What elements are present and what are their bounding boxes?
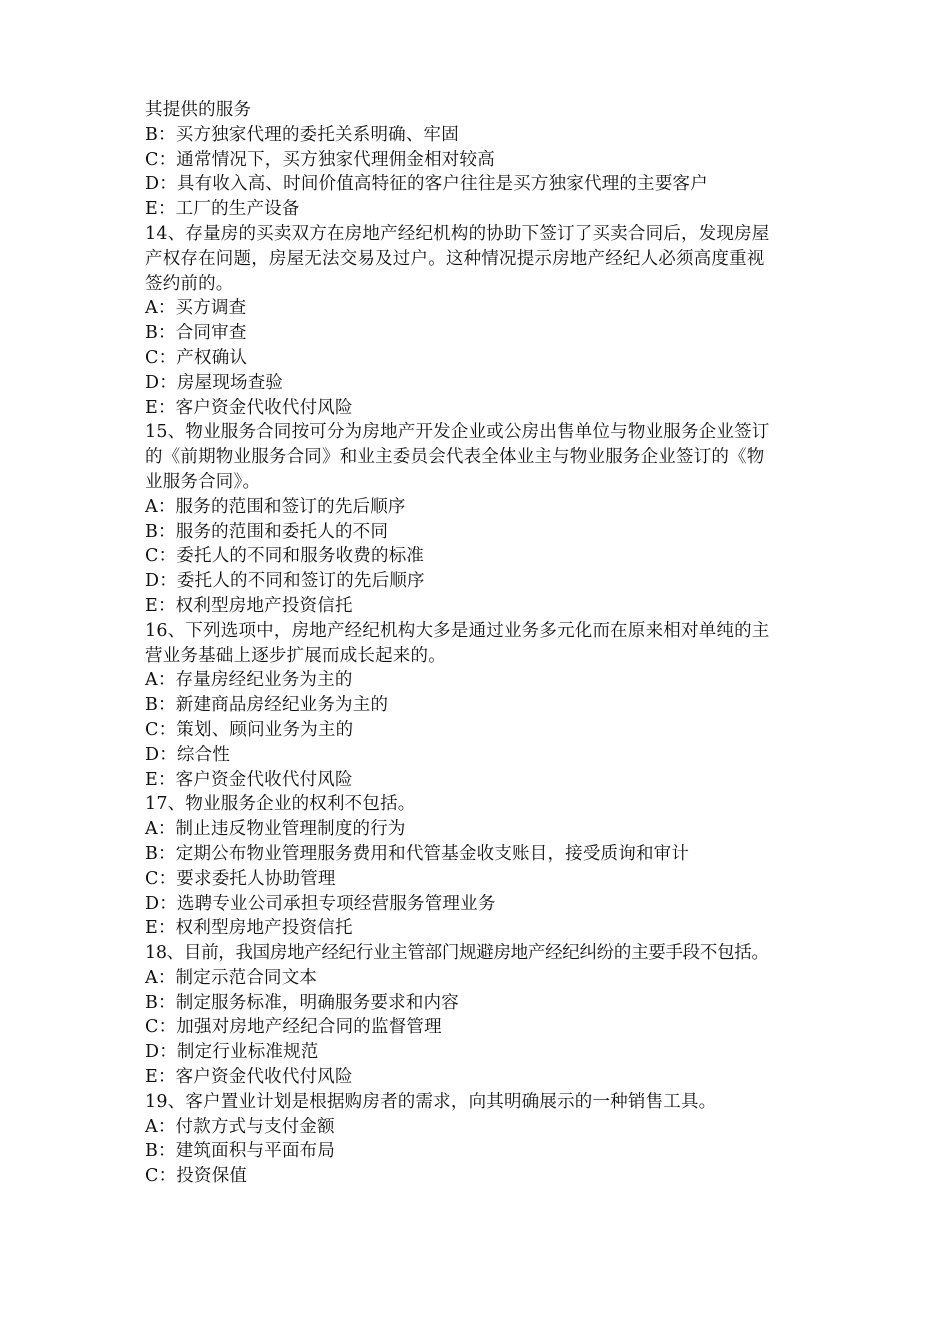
- option-c: C：策划、顾问业务为主的: [145, 719, 354, 740]
- question-14-line-3: 签约前的。: [145, 273, 234, 294]
- option-a: A：制定示范合同文本: [145, 967, 318, 988]
- question-15-line-1: 15、物业服务合同按可分为房地产开发企业或公房出售单位与物业服务企业签订: [145, 422, 770, 443]
- question-19: 19、客户置业计划是根据购房者的需求，向其明确展示的一种销售工具。: [145, 1091, 717, 1112]
- option-c: C：投资保值: [145, 1166, 248, 1187]
- option-e: E：权利型房地产投资信托: [145, 595, 353, 616]
- question-14-line-2: 产权存在问题，房屋无法交易及过户。这种情况提示房地产经纪人必须高度重视: [145, 248, 765, 269]
- question-16-line-2: 营业务基础上逐步扩展而成长起来的。: [145, 645, 446, 666]
- option-c: C：产权确认: [145, 347, 248, 368]
- option-d: D：委托人的不同和签订的先后顺序: [145, 571, 425, 592]
- option-d: D：具有收入高、时间价值高特征的客户往往是买方独家代理的主要客户: [145, 174, 708, 195]
- option-d: D：选聘专业公司承担专项经营服务管理业务: [145, 893, 496, 914]
- option-e: E：客户资金代收代付风险: [145, 1067, 353, 1088]
- option-a: A：买方调查: [145, 298, 247, 319]
- question-15-line-3: 业服务合同》。: [145, 471, 261, 492]
- option-b: B：买方独家代理的委托关系明确、牢固: [145, 124, 459, 145]
- option-b: B：制定服务标准，明确服务要求和内容: [145, 992, 459, 1013]
- question-17: 17、物业服务企业的权利不包括。: [145, 794, 416, 815]
- option-e: E：客户资金代收代付风险: [145, 397, 353, 418]
- option-d: D：房屋现场查验: [145, 372, 284, 393]
- option-d: D：综合性: [145, 744, 231, 765]
- option-c: C：通常情况下，买方独家代理佣金相对较高: [145, 149, 495, 170]
- option-b: B：建筑面积与平面布局: [145, 1141, 336, 1162]
- option-b: B：定期公布物业管理服务费用和代管基金收支账目，接受质询和审计: [145, 843, 690, 864]
- option-a: A：服务的范围和签订的先后顺序: [145, 496, 406, 517]
- option-b: B：合同审查: [145, 323, 247, 344]
- option-e: E：客户资金代收代付风险: [145, 769, 353, 790]
- option-a: A：制止违反物业管理制度的行为: [145, 819, 406, 840]
- option-a: A：付款方式与支付金额: [145, 1116, 335, 1137]
- option-c: C：要求委托人协助管理: [145, 868, 336, 889]
- option-d: D：制定行业标准规范: [145, 1042, 319, 1063]
- option-b: B：服务的范围和委托人的不同: [145, 521, 389, 542]
- option-e: E：权利型房地产投资信托: [145, 918, 353, 939]
- document-body: [145, 98, 815, 1189]
- question-18: 18、目前，我国房地产经纪行业主管部门规避房地产经纪纠纷的主要手段不包括。: [145, 943, 769, 964]
- option-c: C：委托人的不同和服务收费的标准: [145, 546, 425, 567]
- question-14-line-1: 14、存量房的买卖双方在房地产经纪机构的协助下签订了买卖合同后，发现房屋: [145, 223, 770, 244]
- option-e: E：工厂的生产设备: [145, 199, 300, 220]
- option-b: B：新建商品房经纪业务为主的: [145, 695, 389, 716]
- option-c: C：加强对房地产经纪合同的监督管理: [145, 1017, 442, 1038]
- question-15-line-2: 的《前期物业服务合同》和业主委员会代表全体业主与物业服务企业签订的《物: [145, 447, 765, 468]
- option-a: A：存量房经纪业务为主的: [145, 670, 353, 691]
- question-16-line-1: 16、下列选项中，房地产经纪机构大多是通过业务多元化而在原来相对单纯的主: [145, 620, 770, 641]
- text-line: 其提供的服务: [145, 100, 252, 120]
